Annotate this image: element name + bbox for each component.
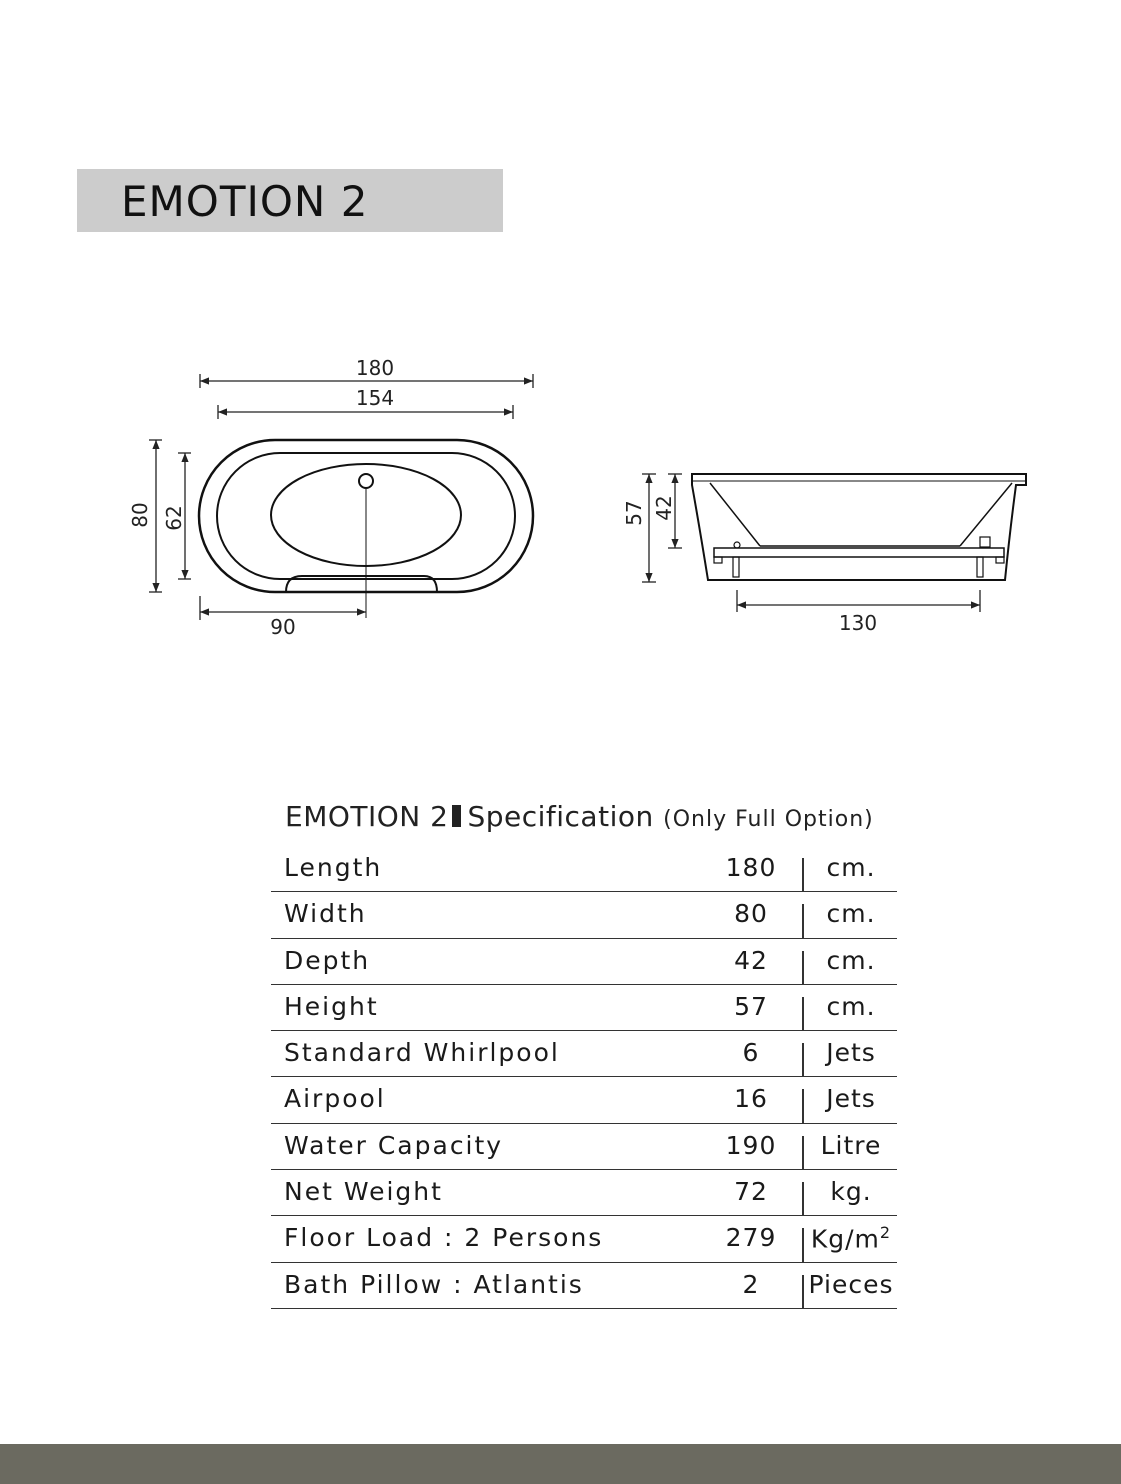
spec-heading-note: (Only Full Option) [663,807,874,832]
spec-value: 80 [734,899,768,929]
table-row [271,1263,897,1309]
footer-bar [0,1444,1121,1484]
dim-length-outer: 180 [355,356,395,380]
spec-unit-text: Jets [826,1084,876,1114]
page-title: EMOTION 2 [121,177,369,226]
spec-unit-text: Jets [826,1038,876,1068]
spec-value: 2 [742,1269,760,1299]
spec-unit-text: Pieces [808,1269,894,1299]
table-row [271,1077,897,1123]
dim-leg-span: 130 [838,611,878,635]
spec-unit-text: Litre [820,1130,882,1160]
spec-unit [803,1270,899,1299]
spec-label: Water Capacity [284,1130,504,1160]
spec-value: 180 [725,853,777,882]
spec-unit-text: cm. [826,991,876,1021]
spec-table [271,846,897,1309]
spec-label: Depth [284,945,371,975]
spec-value: 16 [734,1084,768,1114]
spec-value: 6 [742,1038,760,1068]
spec-label: Airpool [284,1084,386,1114]
spec-unit [803,1223,899,1253]
table-row [271,1031,897,1077]
spec-unit-text: cm. [826,945,876,975]
table-row [271,892,897,938]
spec-unit-text: cm. [826,853,876,882]
spec-heading [285,800,874,833]
spec-value: 57 [734,991,768,1021]
top-view-drawing [199,440,533,618]
spec-label: Standard Whirlpool [284,1038,560,1068]
spec-heading-label: Specification [467,800,654,833]
spec-unit-text: kg. [830,1177,872,1207]
spec-unit-superscript: 2 [879,1223,892,1243]
technical-drawing [0,0,1121,700]
spec-label: Length [284,853,383,882]
dim-width-outer: 80 [128,502,152,528]
table-row [271,939,897,985]
side-view-drawing [692,474,1026,580]
table-row [271,1170,897,1216]
spec-unit [803,1177,899,1206]
spec-unit [803,853,899,882]
spec-unit-text: cm. [826,899,876,929]
spec-unit [803,1038,899,1067]
spec-label: Floor Load : 2 Persons [284,1223,604,1253]
spec-heading-model: EMOTION 2 [285,800,449,833]
spec-label: Height [284,991,379,1021]
heading-separator [452,805,461,827]
spec-value: 42 [734,945,768,975]
dim-length-inner: 154 [355,386,395,410]
dim-drain-offset: 90 [270,615,296,639]
spec-unit [803,946,899,975]
dim-width-inner: 62 [162,505,186,531]
spec-unit [803,899,899,928]
table-row [271,1216,897,1262]
table-row [271,985,897,1031]
spec-label: Width [284,899,367,929]
spec-unit [803,1084,899,1113]
spec-unit-text: Kg/m [810,1224,880,1254]
spec-unit [803,992,899,1021]
table-row [271,846,897,892]
spec-label: Net Weight [284,1177,443,1207]
spec-value: 72 [734,1177,768,1207]
spec-value: 279 [725,1223,777,1253]
table-row [271,1124,897,1170]
dim-depth: 42 [652,495,676,521]
spec-label: Bath Pillow : Atlantis [284,1269,584,1299]
spec-value: 190 [725,1130,777,1160]
dim-height: 57 [622,500,646,526]
spec-unit [803,1131,899,1160]
